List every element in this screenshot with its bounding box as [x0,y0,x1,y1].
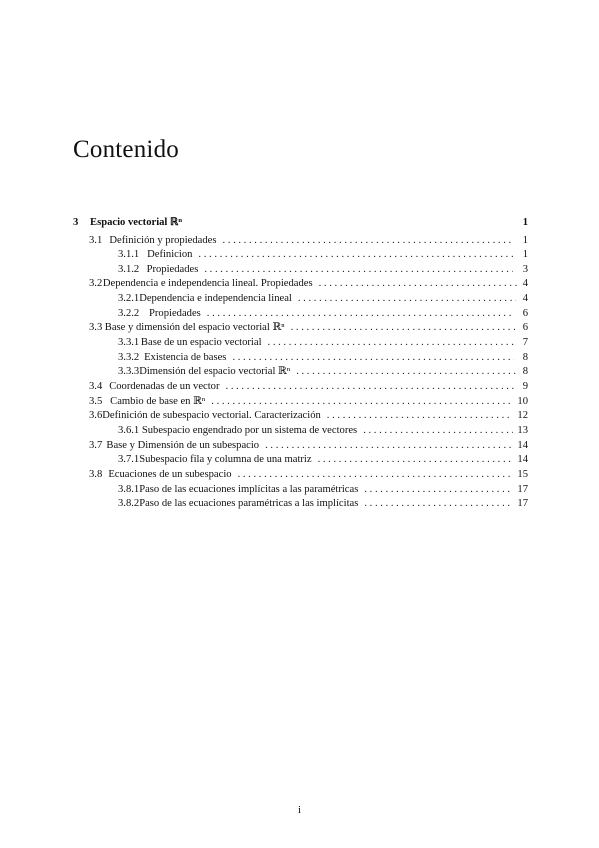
toc-subsection-entry[interactable] [118,497,528,511]
toc-dot-leader [327,409,514,423]
toc-dot-leader [232,351,514,365]
toc-subsection-entry[interactable] [118,248,528,262]
toc-entry-page: 14 [517,439,528,451]
toc-entry-title: Paso de las ecuaciones implícitas a las paramétricas [139,483,359,495]
toc-subsection-entry[interactable] [118,365,528,379]
toc-section-entry[interactable] [89,409,528,423]
toc-subsection-entry[interactable] [118,336,528,350]
toc-subsection-entry[interactable] [118,307,528,321]
toc-entry-page: 12 [517,410,528,422]
toc-subsection-entry[interactable] [118,453,528,467]
toc-section-entry[interactable] [89,234,528,248]
toc-entry-page: 6 [522,322,528,334]
toc-entry-page: 1 [522,249,529,261]
toc-dot-leader [268,336,516,350]
toc-entry-page: 8 [522,366,528,378]
toc-entry-number: 3.5 [89,395,103,407]
page-title: Contenido [73,136,179,163]
toc-entry-page: 4 [522,278,528,290]
toc-dot-leader [318,453,514,467]
toc-entry-title: Dimensión del espacio vectorial ℝⁿ [139,366,291,378]
toc-entry-number: 3.6 [89,410,103,422]
toc-chapter-number: 3 [73,217,79,228]
toc-entry-title: Definición de subespacio vectorial. Caracterización [102,410,321,422]
toc-dot-leader [363,424,513,438]
toc-dot-leader [204,263,513,277]
toc-entry-title: Subespacio engendrado por un sistema de vectores [139,424,358,436]
toc-section-entry[interactable] [89,380,528,394]
toc-entry-title: Dependencia e independencia lineal. Propiedades [102,278,313,290]
toc-dot-leader [211,395,513,409]
toc-entry-number: 3.3 [89,322,103,334]
toc-subsection-entry[interactable] [118,483,528,497]
toc-entry-number: 3.3.3 [118,366,140,378]
toc-entry-title: Definicion [147,249,193,261]
toc-dot-leader [319,277,517,291]
toc-entry-number: 3.6.1 [118,424,140,436]
toc-dot-leader [298,292,517,306]
toc-entry-title: Base y dimensión del espacio vectorial ℝⁿ [104,322,285,334]
toc-dot-leader [296,365,516,379]
toc-entry-number: 3.8.1 [118,483,140,495]
toc-entry-number: 3.7.1 [118,454,140,466]
toc-entry-page: 17 [517,483,528,495]
toc-subsection-entry[interactable] [118,351,528,365]
toc-entry-number: 3.8.2 [118,498,140,510]
toc-section-entry[interactable] [89,395,528,409]
toc-entry-title: Propiedades [146,263,199,275]
toc-section-entry[interactable] [89,468,528,482]
toc-dot-leader [291,321,516,335]
toc-entry-page: 6 [522,307,529,319]
toc-dot-leader [226,380,514,394]
toc-section-entry[interactable] [89,277,528,291]
toc-chapter-entry[interactable] [73,216,528,230]
toc-entry-title: Coordenadas de un vector [109,381,220,392]
toc-entry-page: 17 [517,498,528,510]
toc-entry-number: 3.7 [89,439,103,451]
toc-entry-page: 13 [517,424,528,436]
toc-entry-title: Cambio de base en ℝⁿ [110,395,206,407]
toc-subsection-entry[interactable] [118,263,528,277]
toc-section-entry[interactable] [89,439,528,453]
toc-entry-number: 3.4 [89,381,103,392]
toc-entry-page: 7 [522,337,528,349]
toc-entry-page: 8 [522,351,528,363]
toc-entry-number: 3.1.2 [118,263,140,275]
toc-entry-number: 3.8 [89,468,103,480]
toc-dot-leader [238,468,514,482]
toc-chapter-page: 1 [522,217,528,228]
toc-dot-leader [364,497,513,511]
toc-subsection-entry[interactable] [118,292,528,306]
toc-dot-leader [198,248,513,262]
toc-entry-title: Ecuaciones de un subespacio [108,468,232,480]
toc-entry-page: 14 [517,454,528,466]
toc-entry-number: 3.1 [89,234,103,246]
toc-entry-title: Propiedades [146,307,201,319]
toc-entry-number: 3.2.1 [118,293,140,305]
toc-entry-number: 3.1.1 [118,249,140,261]
toc-entry-title: Dependencia e independencia lineal [139,293,292,305]
toc-entry-title: Existencia de bases [144,351,227,363]
toc-entry-page: 4 [522,293,528,305]
toc-entry-page: 1 [522,234,528,246]
toc-dot-leader [222,234,513,248]
toc-entry-number: 3.3.1 [118,337,140,349]
toc-entry-title: Base y Dimensión de un subespacio [106,439,260,451]
toc-entry-number: 3.2.2 [118,307,140,319]
toc-entry-page: 10 [517,395,528,407]
toc-entry-page: 3 [522,263,528,275]
toc-entry-page: 9 [522,381,528,392]
toc-entry-title: Paso de las ecuaciones paramétricas a las implícitas [139,498,359,510]
toc-section-entry[interactable] [89,321,528,335]
toc-dot-leader [364,483,513,497]
page-number: i [297,804,302,816]
toc-entry-title: Base de un espacio vectorial [140,337,262,349]
toc-entry-title: Definición y propiedades [109,234,217,246]
toc-entry-page: 15 [517,468,528,480]
toc-chapter-title: Espacio vectorial ℝⁿ [90,217,183,228]
toc-entry-number: 3.2 [89,278,103,290]
toc-subsection-entry[interactable] [118,424,528,438]
toc-dot-leader [265,439,513,453]
toc-entry-number: 3.3.2 [118,351,140,363]
toc-entry-title: Subespacio fila y columna de una matriz [139,454,312,466]
toc-dot-leader [207,307,513,321]
